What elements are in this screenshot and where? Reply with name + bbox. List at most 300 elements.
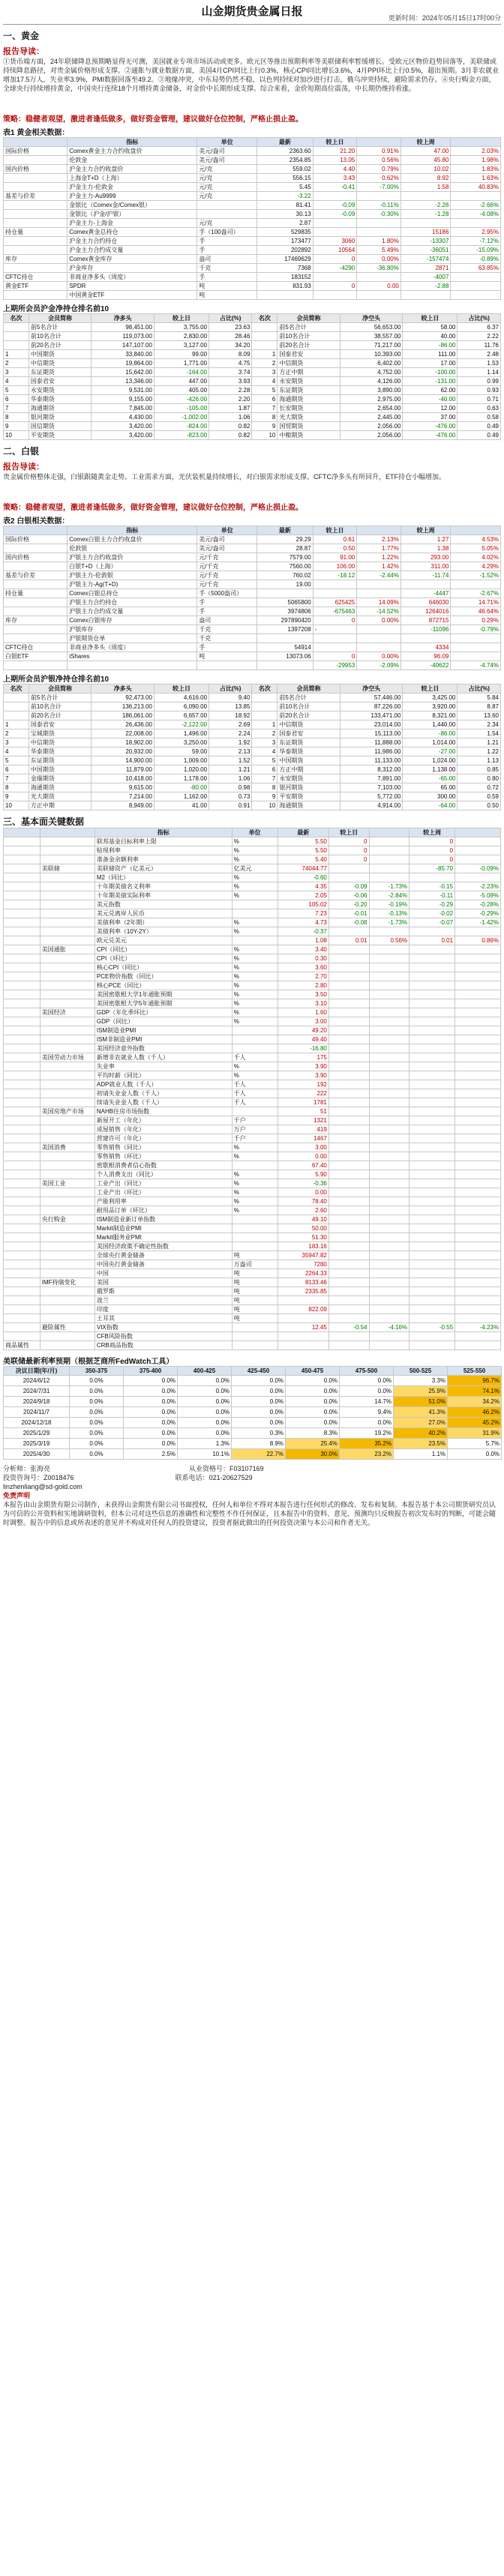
table-row <box>4 945 501 954</box>
table-row <box>4 1386 502 1397</box>
table-cell: % <box>232 954 278 963</box>
table-cell: 6.37 <box>458 323 501 332</box>
table-cell <box>4 1026 40 1035</box>
table-header-cell: 净空头 <box>340 314 403 323</box>
table-cell <box>369 1260 410 1269</box>
table-cell: 千克 <box>197 264 257 273</box>
table-cell: 2.70 <box>278 972 328 981</box>
table-cell: -131.00 <box>403 377 458 386</box>
table-cell <box>455 1017 501 1026</box>
table-cell: 非商业净多头（周度） <box>68 273 197 282</box>
table-cell <box>40 1134 94 1143</box>
table-row <box>4 643 501 652</box>
table-cell: 国内价格 <box>4 553 68 562</box>
table-cell: 25.9% <box>394 1386 448 1397</box>
table-cell: 吨 <box>232 1278 278 1287</box>
table-cell <box>455 1251 501 1260</box>
table-cell: 1.58 <box>400 183 451 192</box>
table-cell: 7,891.00 <box>340 774 403 783</box>
table-cell <box>357 625 401 634</box>
table-cell <box>40 972 94 981</box>
table-cell: 中信期货 <box>278 720 340 729</box>
silver-table-title: 表2 白银相关数据： <box>3 517 70 526</box>
table-row <box>4 1044 501 1053</box>
table-cell: 0.00% <box>357 255 401 264</box>
table-cell: 21.20 <box>313 147 357 156</box>
table-cell: 美国密歇根大学1年通胀预期 <box>94 990 232 999</box>
footer-email[interactable]: linzhenliang@sd-gold.com <box>3 1483 82 1490</box>
table-cell <box>410 927 455 936</box>
table-cell: 0.00 <box>357 282 401 291</box>
table-cell <box>40 1305 94 1314</box>
table-cell: 0.50 <box>458 801 501 810</box>
table-row <box>4 165 501 174</box>
table-cell <box>232 936 278 945</box>
table-cell: -40622 <box>400 661 451 670</box>
table-cell: 前5名合计 <box>28 693 92 702</box>
table-cell <box>455 1035 501 1044</box>
table-cell: 7.23 <box>278 909 328 918</box>
table-cell: 千人 <box>232 1053 278 1062</box>
table-cell: 1467 <box>278 1134 328 1143</box>
table-cell: 手 <box>197 273 257 282</box>
table-cell <box>4 981 40 990</box>
table-cell: 0 <box>328 837 369 846</box>
table-cell <box>278 1341 328 1350</box>
table-cell: 0 <box>328 846 369 855</box>
table-cell <box>410 1161 455 1170</box>
table-cell: 波兰 <box>94 1296 232 1305</box>
table-cell: 耐用品订单（环比） <box>94 1206 232 1215</box>
table-row <box>4 183 501 192</box>
table-header-cell: 名次 <box>4 684 29 693</box>
table-cell <box>369 945 410 954</box>
table-cell: 土耳其 <box>94 1314 232 1323</box>
table-cell: 1.42% <box>357 562 401 571</box>
table-cell <box>369 1008 410 1017</box>
table-cell: 2.87 <box>257 219 314 228</box>
table-cell: 沪银主力-伦敦银 <box>68 571 197 580</box>
table-header-cell: 525-550 <box>448 1367 502 1376</box>
table-cell: 7 <box>252 774 278 783</box>
table-cell <box>4 1314 40 1323</box>
table-cell: 5.90 <box>278 1170 328 1179</box>
table-cell <box>4 1035 40 1044</box>
table-cell <box>4 598 68 607</box>
table-cell: 4 <box>252 377 278 386</box>
table-cell: 7,103.00 <box>340 783 403 792</box>
table-cell: -824.00 <box>154 422 208 431</box>
table-cell: NAHB住房市场指数 <box>94 1107 232 1116</box>
table-cell: 美国经济政策不确定性指数 <box>94 1242 232 1251</box>
table-cell <box>410 1170 455 1179</box>
table-cell: -4.23% <box>455 1323 501 1332</box>
table-cell <box>40 900 94 909</box>
table-cell <box>328 1296 369 1305</box>
table-cell <box>410 972 455 981</box>
table-cell: 0.00 <box>278 1188 328 1197</box>
table-cell: 1,178.00 <box>154 774 208 783</box>
table-cell <box>328 945 369 954</box>
table-cell <box>313 634 357 643</box>
table-cell: -0.11 <box>410 891 455 900</box>
table-cell: 0.61 <box>313 535 357 544</box>
table-cell: 0.82 <box>209 422 252 431</box>
table-row <box>4 553 501 562</box>
table-cell: -0.02 <box>410 909 455 918</box>
table-cell: % <box>232 972 278 981</box>
table-row <box>4 291 501 300</box>
table-cell: 美国经济意外指数 <box>94 1044 232 1053</box>
table-cell <box>369 1044 410 1053</box>
table-cell <box>197 201 257 210</box>
table-cell <box>328 1053 369 1062</box>
table-cell <box>410 981 455 990</box>
table-cell: 559.02 <box>257 165 314 174</box>
table-cell: 初请失业金人数（千人） <box>94 1089 232 1098</box>
table-cell <box>4 1233 40 1242</box>
table-cell <box>410 1224 455 1233</box>
table-cell: 0.0% <box>232 1376 286 1386</box>
table-cell <box>328 1197 369 1206</box>
table-cell <box>40 981 94 990</box>
table-cell: 美国劳动力市场 <box>40 1053 94 1062</box>
table-cell: 2024/7/31 <box>4 1386 70 1397</box>
table-cell <box>40 1314 94 1323</box>
table-cell: 14.71% <box>451 598 501 607</box>
table-cell: 2.60 <box>278 1206 328 1215</box>
table-cell: 5.7% <box>448 1439 502 1449</box>
table-cell <box>451 273 501 282</box>
table-cell: 0.0% <box>286 1397 340 1407</box>
table-cell: 74044.77 <box>278 864 328 873</box>
table-cell: 3,127.00 <box>154 341 208 350</box>
table-cell: 美联储资产（亿美元） <box>94 864 232 873</box>
table-cell: 0 <box>313 255 357 264</box>
table-cell: -13307 <box>400 237 451 246</box>
table-cell: 元/克 <box>197 192 257 201</box>
table-cell <box>40 1260 94 1269</box>
table-cell <box>455 1287 501 1296</box>
table-cell: 手（5000盎司） <box>197 589 257 598</box>
table-row <box>4 1125 501 1134</box>
table-cell <box>40 1197 94 1206</box>
table-cell: 405.00 <box>154 386 208 395</box>
footer-consult: 投资咨询号：Z0018476 <box>3 1474 74 1481</box>
table-cell: 6,402.00 <box>340 359 403 368</box>
table-cell: 成屋销售（年化） <box>94 1125 232 1134</box>
table-cell: ISM非制造业PMI <box>94 1035 232 1044</box>
table-cell: 2.5% <box>124 1449 178 1460</box>
table-cell: 新增非农就业人数（千人） <box>94 1053 232 1062</box>
table-row <box>4 1062 501 1071</box>
table-cell <box>40 1062 94 1071</box>
table-cell: 7280 <box>278 1260 328 1269</box>
table-cell: -2.44% <box>357 571 401 580</box>
table-cell <box>328 1116 369 1125</box>
table-cell <box>4 1098 40 1107</box>
table-cell: 9,531.00 <box>92 386 154 395</box>
table-cell: 0.63 <box>458 404 501 413</box>
table-row <box>4 1017 501 1026</box>
table-cell: 沪金主力-Au9999 <box>68 192 197 201</box>
table-cell: 0.0% <box>178 1418 232 1428</box>
table-cell: 亿美元 <box>232 864 278 873</box>
table-cell <box>4 661 68 670</box>
table-cell: 11,133.00 <box>340 756 403 765</box>
table-cell: % <box>232 1071 278 1080</box>
table-cell: 1,162.00 <box>154 792 208 801</box>
table-row <box>4 1008 501 1017</box>
table-cell <box>328 1314 369 1323</box>
table-cell <box>328 864 369 873</box>
table-cell: 293.00 <box>400 553 451 562</box>
table-cell <box>252 332 278 341</box>
table-cell: 1.22% <box>357 553 401 562</box>
table-cell <box>410 1062 455 1071</box>
table-cell: 15186 <box>400 228 451 237</box>
table-cell: -0.09 <box>328 882 369 891</box>
table-cell <box>257 634 314 643</box>
table-cell: 美元/盎司 <box>197 544 257 553</box>
table-cell: 297890420 <box>257 616 314 625</box>
table-header-cell: 较上日 <box>154 684 208 693</box>
table-cell: 92,473.00 <box>92 693 154 702</box>
table-cell: 0.79% <box>357 165 401 174</box>
table-cell <box>455 954 501 963</box>
table-cell <box>357 634 401 643</box>
table-cell <box>410 1053 455 1062</box>
table-row <box>4 598 501 607</box>
table-cell: 47.00 <box>400 147 451 156</box>
table-cell: 0.0% <box>70 1449 124 1460</box>
table-cell: 45.80 <box>400 156 451 165</box>
gold-rank-table <box>3 313 501 440</box>
table-cell: 0.0% <box>286 1407 340 1418</box>
table-row <box>4 1397 502 1407</box>
table-cell: 2.05 <box>278 891 328 900</box>
table-cell <box>455 837 501 846</box>
table-cell: 东证期货 <box>28 368 92 377</box>
table-cell: 平安期货 <box>28 431 92 440</box>
table-header-cell: 最新 <box>278 828 328 837</box>
table-cell: 2025/4/30 <box>4 1449 70 1460</box>
table-cell <box>40 1035 94 1044</box>
table-row <box>4 1080 501 1089</box>
table-cell: 0.30 <box>278 954 328 963</box>
table-cell: 6 <box>4 395 29 404</box>
table-cell <box>451 282 501 291</box>
table-cell: % <box>232 990 278 999</box>
table-header-cell <box>357 138 401 147</box>
table-cell: 央行购金 <box>40 1215 94 1224</box>
table-cell <box>232 1161 278 1170</box>
table-cell: 美元/盎司 <box>197 535 257 544</box>
table-row <box>4 607 501 616</box>
table-row <box>4 909 501 918</box>
table-cell: Comex白银主力合约收盘价 <box>68 535 197 544</box>
table-cell: 1.77% <box>357 544 401 553</box>
table-cell: 千克 <box>197 634 257 643</box>
table-cell <box>455 963 501 972</box>
table-cell: 119,073.00 <box>92 332 154 341</box>
table-cell <box>4 711 29 720</box>
table-cell <box>369 1215 410 1224</box>
table-cell: 6 <box>4 765 29 774</box>
table-cell: 28.46 <box>209 332 252 341</box>
table-cell <box>328 1170 369 1179</box>
table-cell: 13073.06 <box>257 652 314 661</box>
gold-rank-title: 上期所会员沪金净持仓排名前10 <box>3 305 110 313</box>
table-cell: 印度 <box>94 1305 232 1314</box>
table-cell <box>4 891 40 900</box>
table-cell: 元/克 <box>197 174 257 183</box>
table-row <box>4 1242 501 1251</box>
table-cell: -14.52% <box>357 607 401 616</box>
table-cell: 前10名合计 <box>28 332 92 341</box>
table-cell <box>4 837 40 846</box>
table-row <box>4 332 501 341</box>
table-cell <box>232 1224 278 1233</box>
table-cell: 1.52 <box>209 756 252 765</box>
table-cell: 49.20 <box>278 1026 328 1035</box>
table-cell: -0.11% <box>357 201 401 210</box>
table-cell <box>4 1008 40 1017</box>
table-header-cell: 指标 <box>68 526 197 535</box>
table-cell: 沪银主力合约成交量 <box>68 607 197 616</box>
table-row <box>4 864 501 873</box>
table-cell: Markit服务业PMI <box>94 1233 232 1242</box>
table-cell: 0 <box>313 616 357 625</box>
table-cell: 0.86% <box>455 936 501 945</box>
table-cell: 0.56% <box>369 936 410 945</box>
table-cell <box>4 927 40 936</box>
table-header-cell: 名次 <box>252 684 278 693</box>
table-cell: -2,122.00 <box>154 720 208 729</box>
table-cell: 金瑞期货 <box>28 774 92 783</box>
table-cell <box>369 1269 410 1278</box>
table-cell <box>369 1341 410 1350</box>
table-row <box>4 783 501 792</box>
table-cell: 419 <box>278 1125 328 1134</box>
table-header-cell: 较上日 <box>328 828 369 837</box>
table-cell <box>40 954 94 963</box>
table-cell: 4.35 <box>278 882 328 891</box>
table-row <box>4 963 501 972</box>
table-cell: Comex白银库存 <box>68 616 197 625</box>
table-header-cell: 500-525 <box>394 1367 448 1376</box>
table-cell: ISM制造业PMI <box>94 1026 232 1035</box>
table-cell: 国信期货 <box>28 422 92 431</box>
table-cell <box>455 1107 501 1116</box>
table-cell: 1.27 <box>400 535 451 544</box>
table-cell <box>328 1008 369 1017</box>
report-date: 更新时间：2024年05月15日17时00分 <box>388 14 501 22</box>
table-cell <box>369 1197 410 1206</box>
table-cell: -2.66% <box>451 201 501 210</box>
table-cell: 中信期货 <box>278 359 340 368</box>
table-cell: 1.87 <box>209 404 252 413</box>
table-row <box>4 1206 501 1215</box>
table-cell: 1.14 <box>458 368 501 377</box>
table-cell: 2 <box>252 729 278 738</box>
table-cell <box>328 1287 369 1296</box>
table-row <box>4 1428 502 1439</box>
table-cell <box>313 643 357 652</box>
table-cell: - <box>313 625 357 634</box>
table-cell: 手 <box>197 237 257 246</box>
table-cell: 5065800 <box>257 598 314 607</box>
table-row <box>4 1143 501 1152</box>
table-cell <box>455 1170 501 1179</box>
table-cell: 国泰君安 <box>28 377 92 386</box>
table-row <box>4 377 501 386</box>
table-header-cell <box>40 828 94 837</box>
table-cell: 9.4% <box>340 1407 394 1418</box>
table-cell: 千户 <box>232 1116 278 1125</box>
table-cell: 手 <box>197 643 257 652</box>
table-cell <box>4 693 29 702</box>
table-cell <box>4 1215 40 1224</box>
table-cell <box>4 210 68 219</box>
table-cell <box>232 1107 278 1116</box>
table-cell: 2.28 <box>209 386 252 395</box>
table-cell: -11096 <box>400 625 451 634</box>
table-cell <box>4 174 68 183</box>
table-row <box>4 1215 501 1224</box>
table-cell <box>232 1341 278 1350</box>
table-cell: 2 <box>252 359 278 368</box>
table-cell: 盎司 <box>197 255 257 264</box>
table-cell <box>40 1332 94 1341</box>
table-cell: 0.0% <box>286 1376 340 1386</box>
table-cell <box>451 291 501 300</box>
table-header-cell: 350-375 <box>70 1367 124 1376</box>
table-cell <box>313 291 357 300</box>
table-header-cell <box>455 828 501 837</box>
table-cell <box>313 589 357 598</box>
table-header-cell <box>4 138 68 147</box>
table-cell <box>455 1296 501 1305</box>
table-cell: 13.05 <box>313 156 357 165</box>
table-cell: 10.02 <box>400 165 451 174</box>
table-cell <box>455 1233 501 1242</box>
table-cell: 0.01 <box>410 936 455 945</box>
table-cell: 51.0% <box>394 1397 448 1407</box>
table-cell: 永安期货 <box>278 377 340 386</box>
table-cell <box>400 219 451 228</box>
table-cell: 十年期美债实际利率 <box>94 891 232 900</box>
table-cell <box>328 1098 369 1107</box>
table-cell <box>369 954 410 963</box>
table-cell <box>40 1287 94 1296</box>
table-cell: 0.0% <box>178 1407 232 1418</box>
table-cell <box>4 1143 40 1152</box>
table-header-cell: 占比(%) <box>458 314 501 323</box>
table-row <box>4 846 501 855</box>
table-cell: 前20名合计 <box>28 341 92 350</box>
table-cell: 23.5% <box>394 1439 448 1449</box>
table-cell <box>232 1215 278 1224</box>
table-cell: 1.06 <box>209 774 252 783</box>
table-cell: 3 <box>4 368 29 377</box>
table-cell: 方正中期 <box>278 765 340 774</box>
table-cell <box>400 634 451 643</box>
table-cell <box>4 634 68 643</box>
table-cell: 吨 <box>232 1269 278 1278</box>
table-cell <box>328 954 369 963</box>
table-cell <box>4 544 68 553</box>
